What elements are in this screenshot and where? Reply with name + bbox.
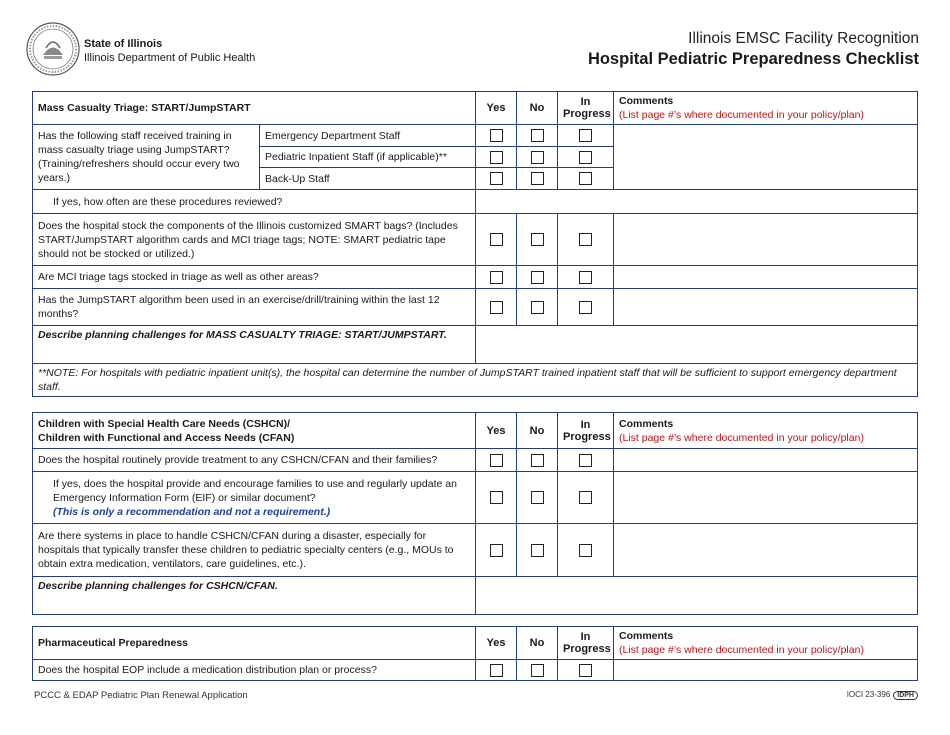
question-text: Are MCI triage tags stocked in triage as well as other areas?	[33, 266, 476, 289]
table-row	[33, 289, 918, 326]
agency-name	[84, 37, 255, 65]
table-row	[33, 214, 918, 266]
question-text: Does the hospital stock the components of the Illinois customized SMART bags? (Includes START/JumpSTART algorithm cards and MCI triage tags; NOTE: SMART pediatric tape should not be stocked or utilized.)	[33, 214, 476, 266]
idph-logo-icon: IDPH	[893, 691, 918, 700]
in-progress-checkbox[interactable]	[579, 151, 592, 164]
col-in-progress: In Progress	[558, 413, 614, 449]
yes-checkbox[interactable]	[490, 491, 503, 504]
comments-field[interactable]	[614, 449, 918, 472]
question-text: Has the JumpSTART algorithm been used in an exercise/drill/training within the last 12 months?	[33, 289, 476, 326]
question-text: If yes, how often are these procedures reviewed?	[33, 190, 476, 214]
comments-field[interactable]	[614, 289, 918, 326]
question-text: Has the following staff received training in mass casualty triage using JumpSTART? (Training/refreshers should occur every two years.)	[33, 125, 260, 190]
yes-checkbox[interactable]	[490, 129, 503, 142]
yes-checkbox[interactable]	[490, 233, 503, 246]
col-no: No	[517, 627, 558, 660]
comments-field[interactable]	[614, 125, 918, 190]
agency-state: State of Illinois	[84, 38, 163, 50]
challenges-field[interactable]	[476, 326, 918, 364]
table-row	[33, 190, 918, 214]
staff-type: Emergency Department Staff	[260, 125, 476, 147]
in-progress-checkbox[interactable]	[579, 454, 592, 467]
section-header	[33, 627, 918, 660]
no-checkbox[interactable]	[531, 544, 544, 557]
no-checkbox[interactable]	[531, 454, 544, 467]
table-row	[33, 449, 918, 472]
in-progress-checkbox[interactable]	[579, 271, 592, 284]
staff-type: Pediatric Inpatient Staff (if applicable)**	[260, 147, 476, 168]
mass-casualty-section	[32, 91, 918, 397]
question-text: Does the hospital EOP include a medication distribution plan or process?	[33, 660, 476, 681]
table-row	[33, 326, 918, 364]
section-title: Mass Casualty Triage: START/JumpSTART	[33, 92, 476, 125]
no-checkbox[interactable]	[531, 664, 544, 677]
staff-type: Back-Up Staff	[260, 168, 476, 190]
in-progress-checkbox[interactable]	[579, 233, 592, 246]
section-title: Children with Special Health Care Needs (CSHCN)/ Children with Functional and Access Needs (CFAN)	[33, 413, 476, 449]
col-no: No	[517, 413, 558, 449]
section-header	[33, 413, 918, 449]
col-comments: Comments (List page #’s where documented in your policy/plan)	[614, 413, 918, 449]
no-checkbox[interactable]	[531, 129, 544, 142]
in-progress-checkbox[interactable]	[579, 664, 592, 677]
agency-department: Illinois Department of Public Health	[84, 52, 256, 64]
col-yes: Yes	[476, 413, 517, 449]
comments-field[interactable]	[614, 266, 918, 289]
answer-field[interactable]	[476, 190, 918, 214]
footer-form-name: PCCC & EDAP Pediatric Plan Renewal Application	[34, 690, 248, 701]
pharma-section	[32, 626, 918, 681]
in-progress-checkbox[interactable]	[579, 172, 592, 185]
footer-form-id: IOCI 23-396 IDPH	[847, 690, 918, 700]
yes-checkbox[interactable]	[490, 664, 503, 677]
yes-checkbox[interactable]	[490, 544, 503, 557]
col-yes: Yes	[476, 92, 517, 125]
no-checkbox[interactable]	[531, 233, 544, 246]
table-row	[33, 364, 918, 397]
no-checkbox[interactable]	[531, 491, 544, 504]
in-progress-checkbox[interactable]	[579, 129, 592, 142]
section-title: Pharmaceutical Preparedness	[33, 627, 476, 660]
table-row	[33, 577, 918, 615]
section-note: **NOTE: For hospitals with pediatric inpatient unit(s), the hospital can determine the number of JumpSTART trained inpatient staff that will be sufficient to support emergency department staff.	[33, 364, 918, 397]
yes-checkbox[interactable]	[490, 271, 503, 284]
in-progress-checkbox[interactable]	[579, 491, 592, 504]
page-header	[588, 30, 919, 69]
no-checkbox[interactable]	[531, 172, 544, 185]
section-header	[33, 92, 918, 125]
challenges-prompt: Describe planning challenges for MASS CASUALTY TRIAGE: START/JUMPSTART.	[33, 326, 476, 364]
col-in-progress: In Progress	[558, 92, 614, 125]
col-yes: Yes	[476, 627, 517, 660]
col-comments: Comments (List page #’s where documented in your policy/plan)	[614, 92, 918, 125]
question-text: If yes, does the hospital provide and encourage families to use and regularly update an Emergency Information Form (EIF) or similar document? (This is only a recommendation and not a requirement.)	[33, 472, 476, 524]
in-progress-checkbox[interactable]	[579, 301, 592, 314]
yes-checkbox[interactable]	[490, 172, 503, 185]
comments-field[interactable]	[614, 524, 918, 577]
table-row	[33, 472, 918, 524]
no-checkbox[interactable]	[531, 151, 544, 164]
col-comments: Comments (List page #’s where documented in your policy/plan)	[614, 627, 918, 660]
program-name: Illinois EMSC Facility Recognition	[688, 30, 919, 47]
challenges-field[interactable]	[476, 577, 918, 615]
page-title: Hospital Pediatric Preparedness Checklist	[587, 50, 919, 68]
table-row	[33, 524, 918, 577]
cshcn-section	[32, 412, 918, 615]
state-seal-icon	[26, 22, 80, 76]
yes-checkbox[interactable]	[490, 151, 503, 164]
comments-field[interactable]	[614, 660, 918, 681]
comments-field[interactable]	[614, 214, 918, 266]
comments-field[interactable]	[614, 472, 918, 524]
col-in-progress: In Progress	[558, 627, 614, 660]
no-checkbox[interactable]	[531, 301, 544, 314]
challenges-prompt: Describe planning challenges for CSHCN/CFAN.	[33, 577, 476, 615]
col-no: No	[517, 92, 558, 125]
question-text: Does the hospital routinely provide treatment to any CSHCN/CFAN and their families?	[33, 449, 476, 472]
table-row	[33, 125, 918, 147]
no-checkbox[interactable]	[531, 271, 544, 284]
in-progress-checkbox[interactable]	[579, 544, 592, 557]
yes-checkbox[interactable]	[490, 454, 503, 467]
question-text: Are there systems in place to handle CSHCN/CFAN during a disaster, especially for hospitals that typically transfer these children to pediatric specialty centers (e.g., MOUs to obtain extra medication, ventilators, care guidelines, etc.).	[33, 524, 476, 577]
table-row	[33, 266, 918, 289]
table-row	[33, 660, 918, 681]
yes-checkbox[interactable]	[490, 301, 503, 314]
recommendation-note: (This is only a recommendation and not a requirement.)	[53, 505, 331, 518]
